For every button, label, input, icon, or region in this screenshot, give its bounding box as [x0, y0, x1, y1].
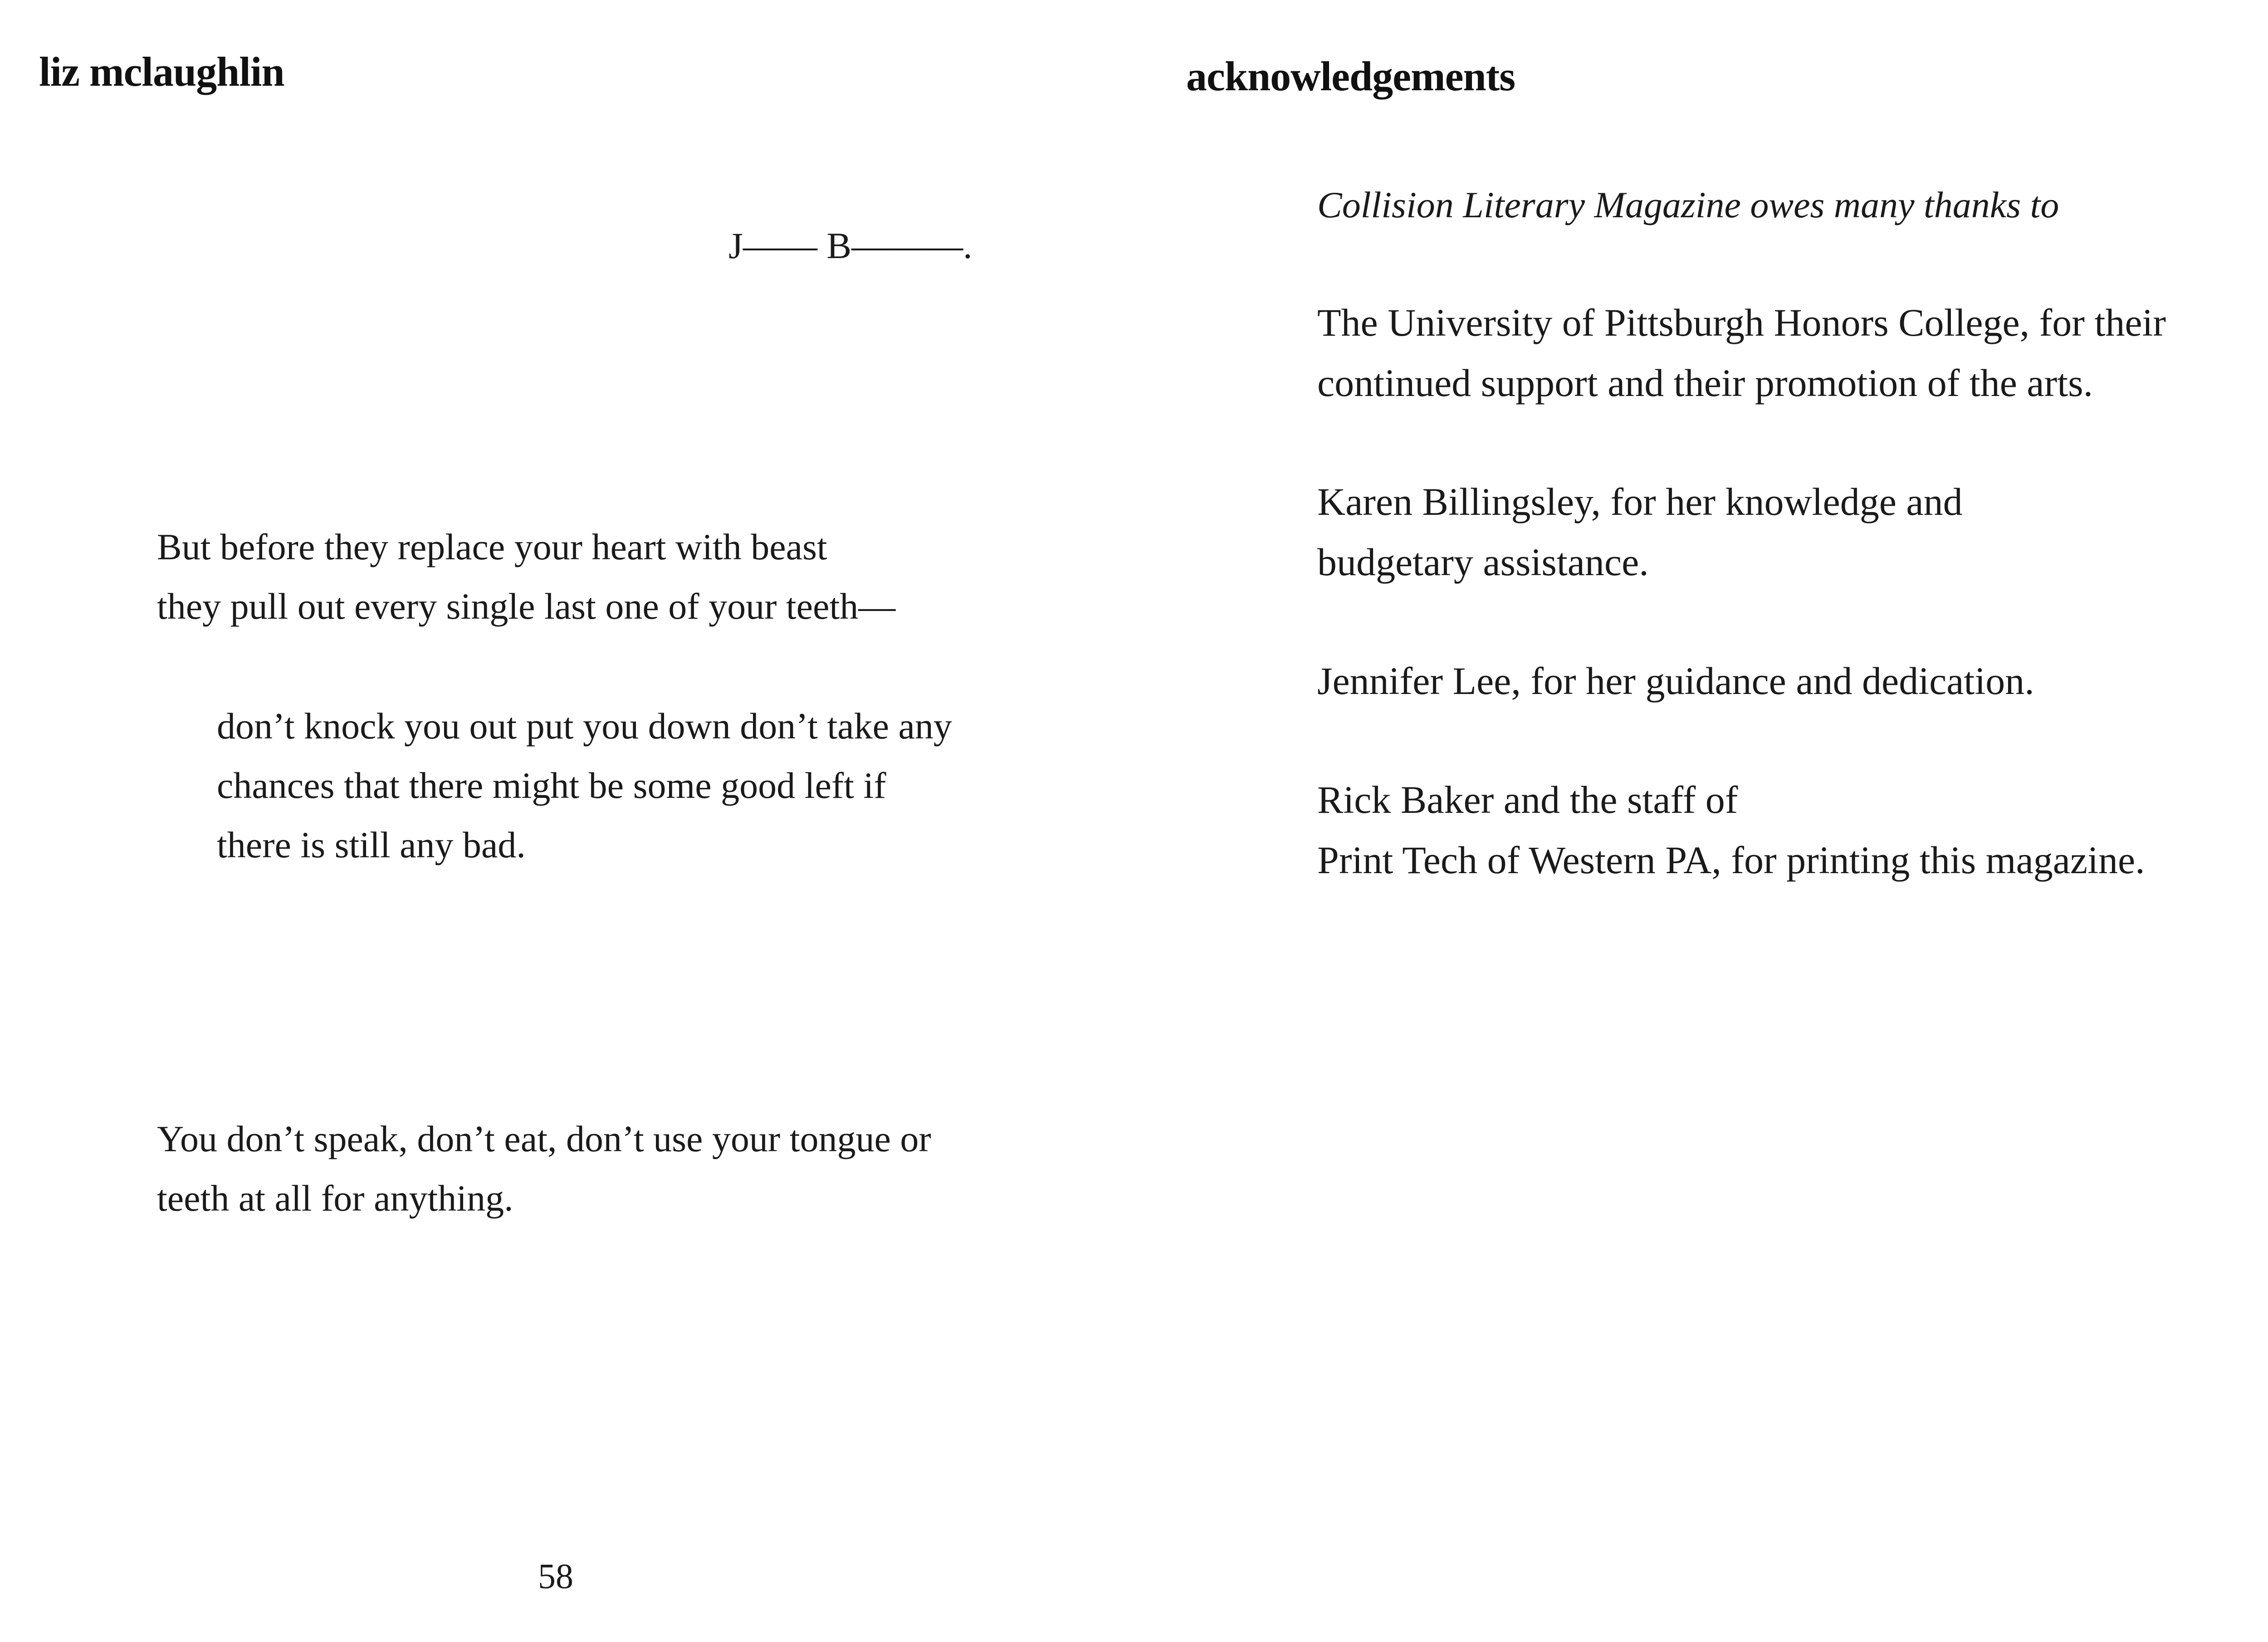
- entry-line: Karen Billingsley, for her knowledge and: [1317, 480, 1963, 523]
- poem-stanza-3: [157, 1109, 931, 1228]
- poem-line: they pull out every single last one of your teeth—: [157, 586, 896, 627]
- page-number: 58: [538, 1556, 573, 1596]
- entry-line: continued support and their promotion of the arts.: [1317, 361, 2093, 405]
- entry-line: budgetary assistance.: [1317, 540, 1649, 584]
- poem-line: But before they replace your heart with beast: [157, 526, 827, 567]
- poem-stanza-2: [217, 696, 952, 875]
- poem-stanza-1: [157, 517, 895, 636]
- entry-line: Print Tech of Western PA, for printing this magazine.: [1317, 838, 2145, 882]
- entry-line: The University of Pittsburgh Honors College, for their: [1317, 301, 2166, 344]
- right-page: [1161, 0, 2268, 1642]
- acknowledgement-entry: [1317, 293, 2166, 413]
- author-name: liz mclaughlin: [39, 49, 284, 95]
- poem-line: don’t knock you out put you down don’t take any: [217, 705, 952, 747]
- entry-line: Jennifer Lee, for her guidance and dedication.: [1317, 659, 2034, 703]
- entry-line: Rick Baker and the staff of: [1317, 778, 1738, 821]
- acknowledgement-entry: [1317, 651, 2034, 711]
- intro-line: Collision Literary Magazine owes many thanks to: [1317, 184, 2059, 225]
- acknowledgements-intro: [1317, 175, 2059, 235]
- poem-dedication: J—— B———.: [728, 225, 973, 266]
- acknowledgement-entry: [1317, 770, 2145, 890]
- acknowledgements-title: acknowledgements: [1186, 53, 1515, 99]
- poem-line: there is still any bad.: [217, 824, 526, 865]
- acknowledgement-entry: [1317, 472, 1963, 592]
- poem-line: You don’t speak, don’t eat, don’t use your tongue or: [157, 1118, 931, 1159]
- poem-line: chances that there might be some good left if: [217, 765, 886, 806]
- poem-line: teeth at all for anything.: [157, 1178, 513, 1219]
